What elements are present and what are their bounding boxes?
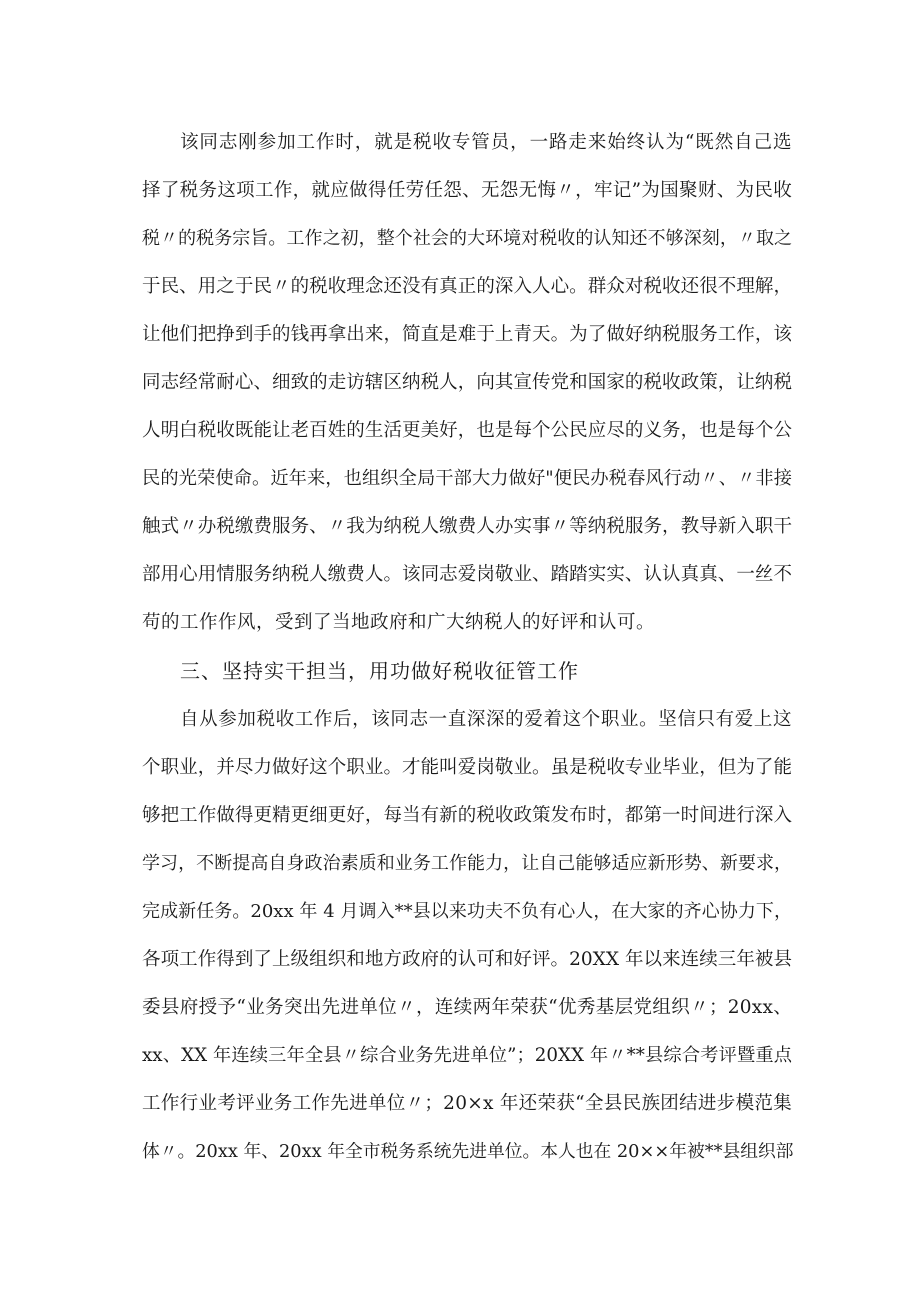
paragraph-1-line-7: 人明白税收既能让老百姓的生活更美好，也是每个公民应尽的义务，也是每个公 bbox=[142, 420, 792, 441]
paragraph-2-line-1: 自从参加税收工作后，该同志一直深深的爱着这个职业。坚信只有爱上这 bbox=[180, 709, 792, 730]
paragraph-2-line-6: 各项工作得到了上级组织和地方政府的认可和好评。20XX 年以来连续三年被县 bbox=[142, 949, 792, 970]
paragraph-2-line-3: 够把工作做得更精更细更好，每当有新的税收政策发布时，都第一时间进行深入 bbox=[142, 805, 792, 826]
paragraph-1-line-1: 该同志刚参加工作时，就是税收专管员，一路走来始终认为“既然自己选 bbox=[180, 132, 792, 153]
paragraph-1-line-6: 同志经常耐心、细致的走访辖区纳税人，向其宣传党和国家的税收政策，让纳税 bbox=[142, 372, 792, 393]
paragraph-2-line-5: 完成新任务。20xx 年 4 月调入**县以来功夫不负有心人，在大家的齐心协力下， bbox=[142, 901, 792, 922]
paragraph-1-line-3: 税〃的税务宗旨。工作之初，整个社会的大环境对税收的认知还不够深刻，〃取之 bbox=[142, 228, 792, 249]
paragraph-1-line-2: 择了税务这项工作，就应做得任劳任怨、无怨无悔〃，牢记”为国聚财、为民收 bbox=[142, 180, 792, 201]
section-heading: 三、坚持实干担当，用功做好税收征管工作 bbox=[180, 659, 579, 683]
paragraph-2-line-4: 学习，不断提高自身政治素质和业务工作能力，让自己能够适应新形势、新要求， bbox=[142, 853, 792, 874]
paragraph-1-line-9: 触式〃办税缴费服务、〃我为纳税人缴费人办实事〃等纳税服务，教导新入职干 bbox=[142, 516, 792, 537]
paragraph-1-line-4: 于民、用之于民〃的税收理念还没有真正的深入人心。群众对税收还很不理解， bbox=[142, 276, 792, 297]
paragraph-2-line-8: xx、XX 年连续三年全县〃综合业务先进单位”；20XX 年〃**县综合考评暨重点 bbox=[142, 1045, 792, 1066]
paragraph-1-line-10: 部用心用情服务纳税人缴费人。该同志爱岗敬业、踏踏实实、认认真真、一丝不 bbox=[142, 564, 792, 585]
paragraph-2-line-10: 体〃。20xx 年、20xx 年全市税务系统先进单位。本人也在 20××年被**县组织部 bbox=[142, 1142, 794, 1162]
paragraph-2-line-7: 委县府授予“业务突出先进单位〃，连续两年荣获“优秀基层党组织〃；20xx、 bbox=[142, 997, 792, 1018]
paragraph-1-line-8: 民的光荣使命。近年来，也组织全局干部大力做好"便民办税春风行动〃、〃非接 bbox=[142, 468, 792, 489]
paragraph-1-line-11: 苟的工作作风，受到了当地政府和广大纳税人的好评和认可。 bbox=[142, 612, 656, 633]
paragraph-1-line-5: 让他们把挣到手的钱再拿出来，简直是难于上青天。为了做好纳税服务工作，该 bbox=[142, 324, 792, 345]
paragraph-2-line-9: 工作行业考评业务工作先进单位〃；20×x 年还荣获“全县民族团结进步模范集 bbox=[142, 1093, 792, 1114]
paragraph-2-line-2: 个职业，并尽力做好这个职业。才能叫爱岗敬业。虽是税收专业毕业，但为了能 bbox=[142, 757, 792, 778]
